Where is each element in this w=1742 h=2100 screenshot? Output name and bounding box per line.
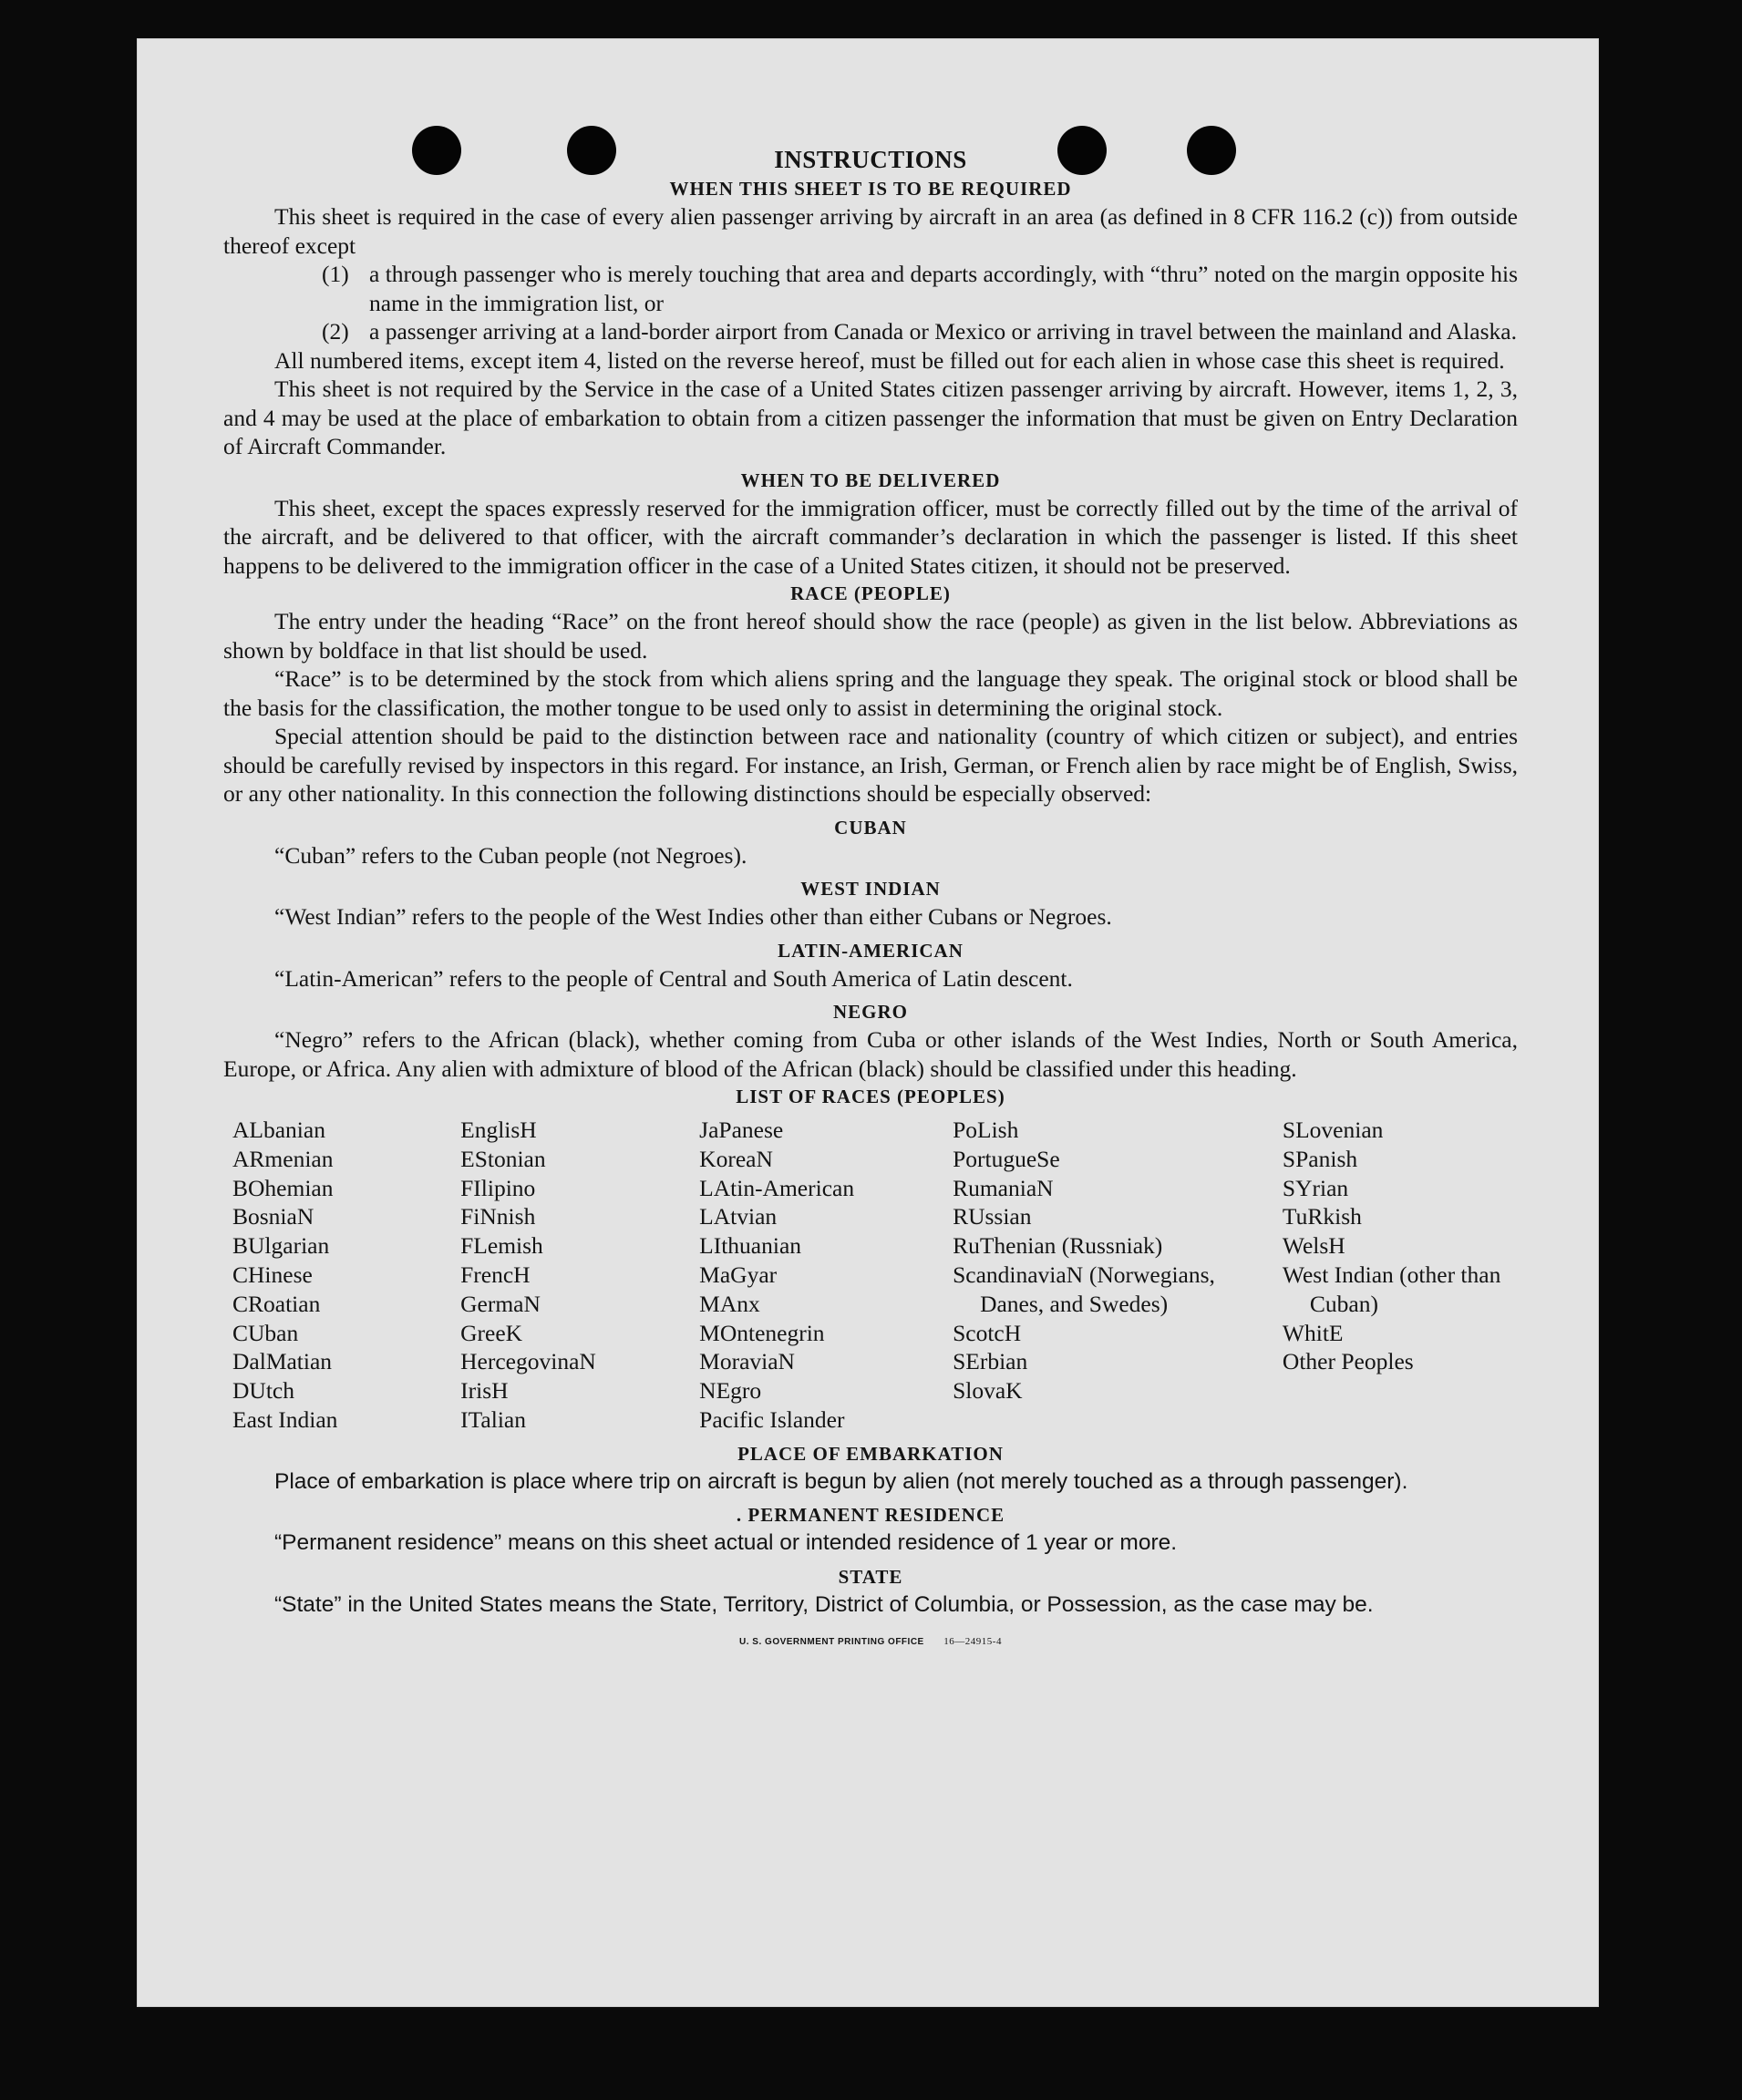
race-item: BosniaN (232, 1203, 314, 1230)
race-item: ScotcH (953, 1319, 1022, 1346)
race-item: EnglisH (460, 1117, 537, 1143)
race-item: CUban (232, 1319, 299, 1346)
section-heading-negro: NEGRO (832, 1001, 908, 1023)
section-heading-latin-american: LATIN-AMERICAN (778, 939, 964, 962)
race-item: SLovenian (1282, 1117, 1384, 1143)
race-item: PortugueSe (953, 1145, 1060, 1172)
race-item: SYrian (1282, 1174, 1349, 1201)
race-item: FIlipino (460, 1174, 536, 1201)
race-item: CHinese (232, 1261, 313, 1288)
race-item: NEgro (699, 1377, 762, 1405)
race-list (223, 1116, 1518, 1435)
section-heading-residence: . PERMANENT RESIDENCE (736, 1504, 1005, 1527)
race-item: BUlgarian (232, 1232, 330, 1260)
race-item: WhitE (1282, 1319, 1344, 1346)
numbered-item (322, 317, 1518, 346)
paragraph: The entry under the heading “Race” on the front hereof should show the race (people) as given in the list below. Abbreviations as shown by boldface in that list should be used. (223, 608, 1518, 664)
race-item: RuThenian (Russniak) (953, 1232, 1163, 1260)
race-item: ALbanian (232, 1117, 325, 1143)
section-heading-state: STATE (838, 1565, 903, 1588)
section-heading-required: WHEN THIS SHEET IS TO BE REQUIRED (669, 178, 1072, 200)
race-column (1283, 1116, 1518, 1435)
section-heading-embarkation: PLACE OF EMBARKATION (737, 1442, 1004, 1465)
printer-name: U. S. GOVERNMENT PRINTING OFFICE (739, 1637, 924, 1648)
paragraph: “Cuban” refers to the Cuban people (not Negroes). (274, 841, 747, 869)
race-item: SErbian (953, 1348, 1028, 1375)
race-item: West Indian (other than Cuban) (1282, 1261, 1501, 1317)
page-title: INSTRUCTIONS (774, 146, 967, 173)
race-column (953, 1116, 1215, 1435)
race-item: LAtin-American (699, 1174, 855, 1201)
race-item: TuRkish (1282, 1203, 1362, 1230)
race-item: ScandinaviaN (Norwegians, Danes, and Swedes) (953, 1261, 1215, 1317)
race-item: LAtvian (699, 1203, 778, 1230)
paragraph: This sheet, except the spaces expressly reserved for the immigration officer, must be correctly filled out by the time of the arrival of the aircraft, and be delivered to that officer, with the aircraft commander’s declaration in which the passenger is listed. If this sheet happens to be delivered to the immigration officer in the case of a United States citizen, it should not be preserved. (223, 494, 1518, 579)
paragraph: “Latin-American” refers to the people of Central and South America of Latin descent. (274, 964, 1073, 992)
form-code: 16—24915-4 (943, 1636, 1002, 1648)
race-item: MoraviaN (699, 1348, 795, 1375)
race-column (699, 1116, 953, 1435)
section-heading-cuban: CUBAN (834, 816, 907, 839)
race-item: KoreaN (699, 1145, 773, 1172)
numbered-item (322, 260, 1518, 317)
race-item: ARmenian (232, 1145, 334, 1172)
race-item: SlovaK (953, 1377, 1023, 1405)
race-item: IrisH (460, 1377, 509, 1405)
paragraph: “West Indian” refers to the people of the West Indies other than either Cubans or Negroes. (274, 903, 1112, 930)
race-item: Pacific Islander (699, 1405, 845, 1433)
printer-imprint (223, 1628, 1518, 1657)
paragraph: This sheet is not required by the Service in the case of a United States citizen passenger arriving by aircraft. However, items 1, 2, 3, and 4 may be used at the place of embarkation to obtain from a citizen passenger the information that must be given on Entry Declaration of Aircraft Commander. (223, 376, 1518, 459)
race-item: WelsH (1282, 1232, 1345, 1260)
race-item: East Indian (232, 1405, 338, 1433)
paragraph: “Permanent residence” means on this sheet actual or intended residence of 1 year or more. (274, 1530, 1178, 1556)
race-item: RUssian (953, 1203, 1032, 1230)
race-item: CRoatian (232, 1290, 321, 1317)
paragraph: Place of embarkation is place where trip on aircraft is begun by alien (not merely touched as a through passenger). (274, 1468, 1408, 1494)
race-item: MaGyar (699, 1261, 778, 1288)
race-item: MAnx (699, 1290, 760, 1317)
document-sheet (137, 38, 1599, 2007)
paragraph: Special attention should be paid to the distinction between race and nationality (country of which citizen or subject), and entries should be carefully revised by inspectors in this regard. For instance, an Irish, German, or French alien by race might be of English, Swiss, or any other nationality. In this connection the following distinctions should be especially observed: (223, 723, 1518, 807)
race-item: FLemish (460, 1232, 543, 1260)
item-number: (1) (322, 261, 349, 287)
item-number: (2) (322, 318, 349, 345)
race-item: DalMatian (232, 1348, 333, 1375)
race-item: FiNnish (460, 1203, 536, 1230)
race-item: MOntenegrin (699, 1319, 825, 1346)
race-item: FrencH (460, 1261, 531, 1288)
race-column (460, 1116, 699, 1435)
section-heading-west-indian: WEST INDIAN (800, 878, 941, 900)
paragraph: “State” in the United States means the State, Territory, District of Columbia, or Possession, as the case may be. (274, 1591, 1374, 1617)
paragraph: “Race” is to be determined by the stock from which aliens spring and the language they speak. The original stock or blood shall be the basis for the classification, the mother tongue to be used only to assist in determining the original stock. (223, 665, 1518, 721)
paragraph: “Negro” refers to the African (black), whether coming from Cuba or other islands of the West Indies, North or South America, Europe, or Africa. Any alien with admixture of blood of the African (black) should be classified under this heading. (223, 1026, 1518, 1082)
race-item: BOhemian (232, 1174, 334, 1201)
section-heading-race: RACE (PEOPLE) (790, 582, 951, 604)
race-item: HercegovinaN (460, 1348, 596, 1375)
instructions-content (223, 144, 1518, 1657)
race-column (232, 1116, 460, 1435)
section-heading-delivered: WHEN TO BE DELIVERED (740, 468, 1001, 491)
item-text: a passenger arriving at a land-border airport from Canada or Mexico or arriving in travel between the mainland and Alaska. (369, 318, 1517, 345)
race-item: RumaniaN (953, 1174, 1054, 1201)
race-item: GreeK (460, 1319, 523, 1346)
item-text: a through passenger who is merely touching that area and departs accordingly, with “thru” noted on the margin opposite his name in the immigration list, or (369, 261, 1518, 316)
race-item: LIthuanian (699, 1232, 802, 1260)
paragraph: This sheet is required in the case of every alien passenger arriving by aircraft in an area (as defined in 8 CFR 116.2 (c)) from outside thereof except (223, 203, 1518, 259)
race-item: JaPanese (699, 1117, 784, 1143)
race-item: Other Peoples (1282, 1348, 1414, 1375)
race-item: DUtch (232, 1377, 294, 1405)
race-item: SPanish (1282, 1145, 1358, 1172)
race-item: PoLish (953, 1117, 1019, 1143)
paragraph: All numbered items, except item 4, listed on the reverse hereof, must be filled out for each alien in whose case this sheet is required. (274, 346, 1505, 374)
race-item: EStonian (460, 1145, 546, 1172)
race-item: ITalian (460, 1405, 526, 1433)
race-item: GermaN (460, 1290, 541, 1317)
section-heading-race-list: LIST OF RACES (PEOPLES) (736, 1086, 1005, 1107)
